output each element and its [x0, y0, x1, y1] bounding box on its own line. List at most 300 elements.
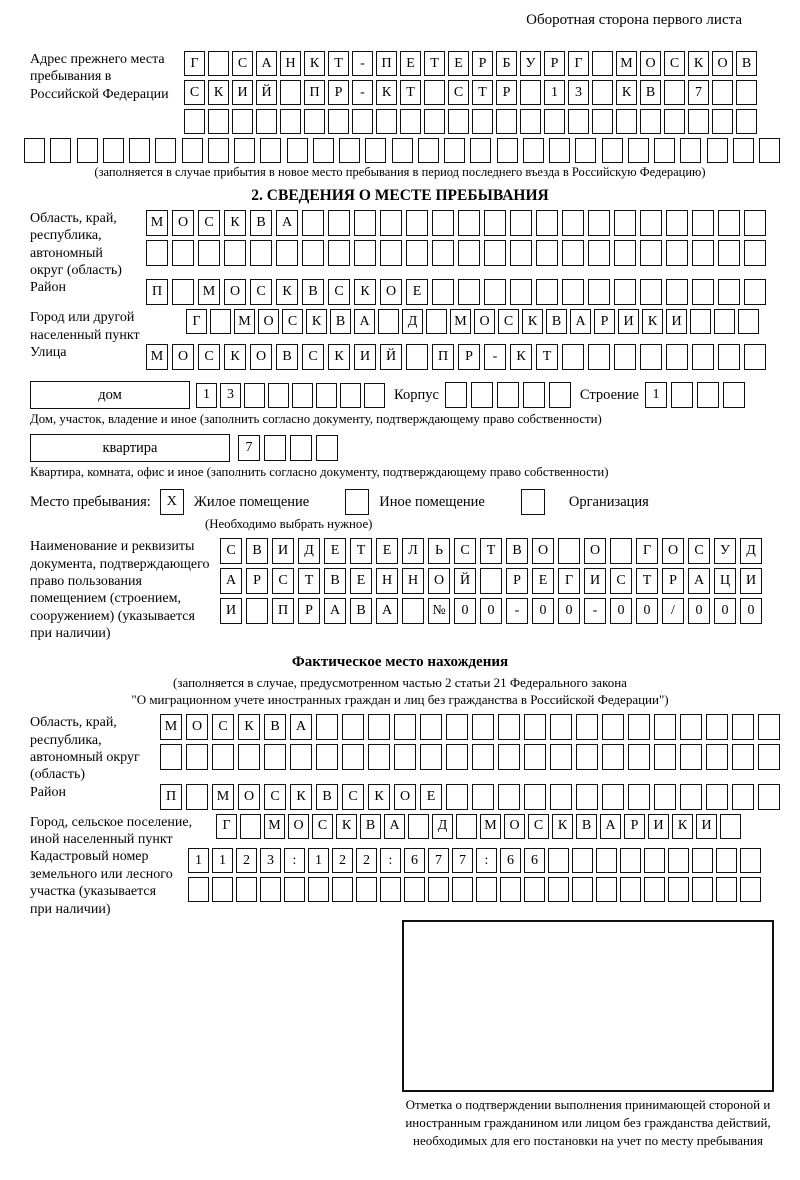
- char-box[interactable]: [744, 210, 766, 236]
- char-box[interactable]: [172, 240, 194, 266]
- char-box[interactable]: К: [376, 80, 397, 105]
- char-box[interactable]: [340, 383, 361, 408]
- char-box[interactable]: [302, 210, 324, 236]
- char-box[interactable]: [484, 279, 506, 305]
- char-box[interactable]: [592, 51, 613, 76]
- char-box[interactable]: П: [160, 784, 182, 810]
- char-box[interactable]: [588, 240, 610, 266]
- char-box[interactable]: [302, 240, 324, 266]
- char-box[interactable]: В: [302, 279, 324, 305]
- char-box[interactable]: А: [384, 814, 405, 839]
- char-box[interactable]: И: [740, 568, 762, 594]
- char-box[interactable]: 0: [714, 598, 736, 624]
- char-box[interactable]: Г: [636, 538, 658, 564]
- char-box[interactable]: [596, 848, 617, 873]
- char-box[interactable]: [446, 784, 468, 810]
- char-box[interactable]: [758, 784, 780, 810]
- char-box[interactable]: [707, 138, 728, 163]
- char-box[interactable]: П: [376, 51, 397, 76]
- char-box[interactable]: С: [610, 568, 632, 594]
- char-box[interactable]: [640, 240, 662, 266]
- char-box[interactable]: [718, 240, 740, 266]
- char-box[interactable]: [432, 210, 454, 236]
- char-box[interactable]: [182, 138, 203, 163]
- char-box[interactable]: [172, 279, 194, 305]
- char-box[interactable]: Д: [432, 814, 453, 839]
- char-box[interactable]: [549, 138, 570, 163]
- char-box[interactable]: [406, 240, 428, 266]
- char-box[interactable]: [714, 309, 735, 334]
- char-box[interactable]: [316, 435, 338, 461]
- char-box[interactable]: [576, 744, 598, 770]
- char-box[interactable]: [620, 877, 641, 902]
- char-box[interactable]: [664, 80, 685, 105]
- char-box[interactable]: С: [272, 568, 294, 594]
- char-box[interactable]: О: [428, 568, 450, 594]
- char-box[interactable]: С: [528, 814, 549, 839]
- char-box[interactable]: Р: [458, 344, 480, 370]
- house-field-box[interactable]: дом: [30, 381, 190, 409]
- char-box[interactable]: [290, 435, 312, 461]
- char-box[interactable]: 0: [688, 598, 710, 624]
- char-box[interactable]: [400, 109, 421, 134]
- char-box[interactable]: О: [224, 279, 246, 305]
- char-box[interactable]: [290, 744, 312, 770]
- char-box[interactable]: С: [688, 538, 710, 564]
- char-box[interactable]: [445, 382, 467, 408]
- char-box[interactable]: -: [484, 344, 506, 370]
- char-box[interactable]: П: [146, 279, 168, 305]
- char-box[interactable]: Е: [324, 538, 346, 564]
- char-box[interactable]: [392, 138, 413, 163]
- char-box[interactable]: [24, 138, 45, 163]
- char-box[interactable]: [424, 109, 445, 134]
- char-box[interactable]: И: [666, 309, 687, 334]
- char-box[interactable]: [356, 877, 377, 902]
- char-box[interactable]: [744, 344, 766, 370]
- char-box[interactable]: Т: [536, 344, 558, 370]
- char-box[interactable]: У: [520, 51, 541, 76]
- char-box[interactable]: [198, 240, 220, 266]
- char-box[interactable]: О: [584, 538, 606, 564]
- char-box[interactable]: [668, 848, 689, 873]
- char-box[interactable]: И: [584, 568, 606, 594]
- char-box[interactable]: [500, 877, 521, 902]
- char-box[interactable]: Т: [480, 538, 502, 564]
- char-box[interactable]: О: [504, 814, 525, 839]
- char-box[interactable]: [666, 344, 688, 370]
- char-box[interactable]: Р: [594, 309, 615, 334]
- char-box[interactable]: С: [264, 784, 286, 810]
- char-box[interactable]: 6: [500, 848, 521, 873]
- char-box[interactable]: 2: [332, 848, 353, 873]
- char-box[interactable]: Т: [328, 51, 349, 76]
- char-box[interactable]: [404, 877, 425, 902]
- char-box[interactable]: [458, 240, 480, 266]
- char-box[interactable]: [212, 744, 234, 770]
- char-box[interactable]: Г: [186, 309, 207, 334]
- char-box[interactable]: [575, 138, 596, 163]
- char-box[interactable]: [426, 309, 447, 334]
- char-box[interactable]: [240, 814, 261, 839]
- char-box[interactable]: [472, 744, 494, 770]
- char-box[interactable]: Р: [298, 598, 320, 624]
- char-box[interactable]: [523, 382, 545, 408]
- char-box[interactable]: :: [380, 848, 401, 873]
- char-box[interactable]: -: [352, 51, 373, 76]
- char-box[interactable]: [614, 279, 636, 305]
- char-box[interactable]: [524, 714, 546, 740]
- char-box[interactable]: С: [198, 344, 220, 370]
- char-box[interactable]: [666, 240, 688, 266]
- char-box[interactable]: В: [350, 598, 372, 624]
- char-box[interactable]: 7: [452, 848, 473, 873]
- char-box[interactable]: А: [324, 598, 346, 624]
- char-box[interactable]: [446, 714, 468, 740]
- char-box[interactable]: К: [354, 279, 376, 305]
- char-box[interactable]: [308, 877, 329, 902]
- char-box[interactable]: [596, 877, 617, 902]
- char-box[interactable]: [644, 877, 665, 902]
- char-box[interactable]: [432, 279, 454, 305]
- char-box[interactable]: [497, 138, 518, 163]
- char-box[interactable]: [236, 877, 257, 902]
- char-box[interactable]: Г: [216, 814, 237, 839]
- char-box[interactable]: К: [290, 784, 312, 810]
- char-box[interactable]: [394, 714, 416, 740]
- char-box[interactable]: Ц: [714, 568, 736, 594]
- char-box[interactable]: [732, 784, 754, 810]
- char-box[interactable]: Е: [376, 538, 398, 564]
- char-box[interactable]: [155, 138, 176, 163]
- char-box[interactable]: [644, 848, 665, 873]
- char-box[interactable]: [723, 382, 745, 408]
- char-box[interactable]: [402, 598, 424, 624]
- char-box[interactable]: С: [282, 309, 303, 334]
- char-box[interactable]: О: [258, 309, 279, 334]
- char-box[interactable]: [420, 714, 442, 740]
- char-box[interactable]: М: [146, 210, 168, 236]
- char-box[interactable]: В: [506, 538, 528, 564]
- char-box[interactable]: [284, 877, 305, 902]
- char-box[interactable]: О: [394, 784, 416, 810]
- char-box[interactable]: И: [696, 814, 717, 839]
- char-box[interactable]: А: [688, 568, 710, 594]
- char-box[interactable]: [736, 80, 757, 105]
- char-box[interactable]: [129, 138, 150, 163]
- char-box[interactable]: [712, 80, 733, 105]
- char-box[interactable]: [342, 744, 364, 770]
- char-box[interactable]: М: [480, 814, 501, 839]
- char-box[interactable]: [368, 714, 390, 740]
- char-box[interactable]: [510, 279, 532, 305]
- char-box[interactable]: [536, 240, 558, 266]
- char-box[interactable]: [280, 109, 301, 134]
- char-box[interactable]: [188, 877, 209, 902]
- char-box[interactable]: [524, 744, 546, 770]
- char-box[interactable]: М: [616, 51, 637, 76]
- char-box[interactable]: [264, 744, 286, 770]
- char-box[interactable]: [380, 210, 402, 236]
- char-box[interactable]: [692, 279, 714, 305]
- char-box[interactable]: С: [498, 309, 519, 334]
- char-box[interactable]: [328, 210, 350, 236]
- char-box[interactable]: [484, 240, 506, 266]
- char-box[interactable]: Т: [350, 538, 372, 564]
- char-box[interactable]: Т: [636, 568, 658, 594]
- char-box[interactable]: [706, 714, 728, 740]
- char-box[interactable]: А: [220, 568, 242, 594]
- char-box[interactable]: :: [284, 848, 305, 873]
- char-box[interactable]: Д: [402, 309, 423, 334]
- char-box[interactable]: [716, 848, 737, 873]
- char-box[interactable]: В: [276, 344, 298, 370]
- char-box[interactable]: [692, 848, 713, 873]
- char-box[interactable]: К: [238, 714, 260, 740]
- char-box[interactable]: Т: [400, 80, 421, 105]
- char-box[interactable]: [692, 210, 714, 236]
- char-box[interactable]: М: [212, 784, 234, 810]
- char-box[interactable]: [692, 344, 714, 370]
- char-box[interactable]: К: [208, 80, 229, 105]
- char-box[interactable]: [50, 138, 71, 163]
- char-box[interactable]: Д: [740, 538, 762, 564]
- char-box[interactable]: Е: [350, 568, 372, 594]
- char-box[interactable]: [744, 240, 766, 266]
- char-box[interactable]: Н: [402, 568, 424, 594]
- char-box[interactable]: [562, 210, 584, 236]
- char-box[interactable]: [208, 138, 229, 163]
- char-box[interactable]: [406, 210, 428, 236]
- char-box[interactable]: Т: [298, 568, 320, 594]
- char-box[interactable]: [544, 109, 565, 134]
- char-box[interactable]: [668, 877, 689, 902]
- char-box[interactable]: [484, 210, 506, 236]
- char-box[interactable]: К: [552, 814, 573, 839]
- char-box[interactable]: О: [186, 714, 208, 740]
- char-box[interactable]: [576, 714, 598, 740]
- char-box[interactable]: [628, 784, 650, 810]
- char-box[interactable]: С: [454, 538, 476, 564]
- char-box[interactable]: К: [224, 344, 246, 370]
- char-box[interactable]: [588, 210, 610, 236]
- char-box[interactable]: [208, 51, 229, 76]
- char-box[interactable]: [671, 382, 693, 408]
- char-box[interactable]: [690, 309, 711, 334]
- char-box[interactable]: В: [576, 814, 597, 839]
- char-box[interactable]: [184, 109, 205, 134]
- char-box[interactable]: А: [600, 814, 621, 839]
- char-box[interactable]: [576, 784, 598, 810]
- char-box[interactable]: [186, 784, 208, 810]
- char-box[interactable]: [666, 210, 688, 236]
- char-box[interactable]: [718, 279, 740, 305]
- char-box[interactable]: [260, 877, 281, 902]
- char-box[interactable]: П: [432, 344, 454, 370]
- char-box[interactable]: 2: [356, 848, 377, 873]
- char-box[interactable]: Р: [246, 568, 268, 594]
- char-box[interactable]: М: [160, 714, 182, 740]
- char-box[interactable]: 1: [308, 848, 329, 873]
- char-box[interactable]: [448, 109, 469, 134]
- char-box[interactable]: Л: [402, 538, 424, 564]
- char-box[interactable]: К: [304, 51, 325, 76]
- char-box[interactable]: [688, 109, 709, 134]
- char-box[interactable]: Е: [406, 279, 428, 305]
- char-box[interactable]: В: [246, 538, 268, 564]
- char-box[interactable]: [592, 80, 613, 105]
- char-box[interactable]: [680, 784, 702, 810]
- char-box[interactable]: О: [238, 784, 260, 810]
- char-box[interactable]: [740, 877, 761, 902]
- char-box[interactable]: М: [234, 309, 255, 334]
- char-box[interactable]: В: [546, 309, 567, 334]
- char-box[interactable]: С: [664, 51, 685, 76]
- char-box[interactable]: [246, 598, 268, 624]
- char-box[interactable]: [378, 309, 399, 334]
- char-box[interactable]: [332, 877, 353, 902]
- char-box[interactable]: [472, 714, 494, 740]
- char-box[interactable]: [476, 877, 497, 902]
- char-box[interactable]: 1: [188, 848, 209, 873]
- char-box[interactable]: [380, 877, 401, 902]
- char-box[interactable]: -: [352, 80, 373, 105]
- char-box[interactable]: [536, 279, 558, 305]
- char-box[interactable]: [549, 382, 571, 408]
- char-box[interactable]: [368, 744, 390, 770]
- char-box[interactable]: [588, 279, 610, 305]
- char-box[interactable]: Р: [544, 51, 565, 76]
- char-box[interactable]: [352, 109, 373, 134]
- char-box[interactable]: 0: [480, 598, 502, 624]
- char-box[interactable]: Е: [400, 51, 421, 76]
- char-box[interactable]: К: [336, 814, 357, 839]
- char-box[interactable]: [470, 138, 491, 163]
- char-box[interactable]: 0: [558, 598, 580, 624]
- char-box[interactable]: И: [648, 814, 669, 839]
- char-box[interactable]: Р: [506, 568, 528, 594]
- char-box[interactable]: С: [212, 714, 234, 740]
- char-box[interactable]: [498, 714, 520, 740]
- char-box[interactable]: Б: [496, 51, 517, 76]
- char-box[interactable]: [759, 138, 780, 163]
- char-box[interactable]: [680, 138, 701, 163]
- char-box[interactable]: 1: [544, 80, 565, 105]
- char-box[interactable]: С: [302, 344, 324, 370]
- char-box[interactable]: [692, 877, 713, 902]
- char-box[interactable]: [536, 210, 558, 236]
- char-box[interactable]: 7: [238, 435, 260, 461]
- char-box[interactable]: 3: [568, 80, 589, 105]
- char-box[interactable]: С: [312, 814, 333, 839]
- char-box[interactable]: [260, 138, 281, 163]
- char-box[interactable]: [408, 814, 429, 839]
- char-box[interactable]: [654, 784, 676, 810]
- char-box[interactable]: [602, 714, 624, 740]
- char-box[interactable]: [232, 109, 253, 134]
- char-box[interactable]: В: [640, 80, 661, 105]
- char-box[interactable]: М: [264, 814, 285, 839]
- char-box[interactable]: С: [198, 210, 220, 236]
- char-box[interactable]: [524, 877, 545, 902]
- char-box[interactable]: М: [198, 279, 220, 305]
- char-box[interactable]: [614, 344, 636, 370]
- char-box[interactable]: [77, 138, 98, 163]
- char-box[interactable]: Й: [380, 344, 402, 370]
- char-box[interactable]: [238, 744, 260, 770]
- char-box[interactable]: Ь: [428, 538, 450, 564]
- char-box[interactable]: 3: [220, 383, 241, 408]
- char-box[interactable]: [568, 109, 589, 134]
- char-box[interactable]: [304, 109, 325, 134]
- char-box[interactable]: С: [448, 80, 469, 105]
- char-box[interactable]: [458, 210, 480, 236]
- char-box[interactable]: [224, 240, 246, 266]
- char-box[interactable]: [292, 383, 313, 408]
- char-box[interactable]: 1: [196, 383, 217, 408]
- char-box[interactable]: С: [250, 279, 272, 305]
- char-box[interactable]: С: [232, 51, 253, 76]
- char-box[interactable]: [740, 848, 761, 873]
- char-box[interactable]: [380, 240, 402, 266]
- char-box[interactable]: [354, 240, 376, 266]
- char-box[interactable]: Г: [184, 51, 205, 76]
- char-box[interactable]: [680, 744, 702, 770]
- char-box[interactable]: [452, 877, 473, 902]
- char-box[interactable]: [614, 210, 636, 236]
- char-box[interactable]: Р: [328, 80, 349, 105]
- char-box[interactable]: О: [250, 344, 272, 370]
- char-box[interactable]: [562, 344, 584, 370]
- char-box[interactable]: [640, 344, 662, 370]
- char-box[interactable]: [498, 744, 520, 770]
- char-box[interactable]: [432, 240, 454, 266]
- char-box[interactable]: Г: [558, 568, 580, 594]
- char-box[interactable]: [602, 138, 623, 163]
- char-box[interactable]: [738, 309, 759, 334]
- char-box[interactable]: [758, 714, 780, 740]
- char-box[interactable]: [264, 435, 286, 461]
- char-box[interactable]: [354, 210, 376, 236]
- char-box[interactable]: 0: [636, 598, 658, 624]
- char-box[interactable]: К: [510, 344, 532, 370]
- char-box[interactable]: [758, 744, 780, 770]
- char-box[interactable]: [654, 138, 675, 163]
- char-box[interactable]: [548, 848, 569, 873]
- char-box[interactable]: В: [316, 784, 338, 810]
- char-box[interactable]: 6: [524, 848, 545, 873]
- char-box[interactable]: А: [354, 309, 375, 334]
- char-box[interactable]: К: [672, 814, 693, 839]
- char-box[interactable]: [732, 714, 754, 740]
- char-box[interactable]: :: [476, 848, 497, 873]
- char-box[interactable]: Г: [568, 51, 589, 76]
- char-box[interactable]: [458, 279, 480, 305]
- char-box[interactable]: №: [428, 598, 450, 624]
- char-box[interactable]: [186, 744, 208, 770]
- char-box[interactable]: И: [354, 344, 376, 370]
- char-box[interactable]: [276, 240, 298, 266]
- char-box[interactable]: 0: [740, 598, 762, 624]
- char-box[interactable]: [628, 714, 650, 740]
- char-box[interactable]: [706, 784, 728, 810]
- char-box[interactable]: [496, 109, 517, 134]
- char-box[interactable]: А: [256, 51, 277, 76]
- char-box[interactable]: 0: [454, 598, 476, 624]
- other-premises-checkbox[interactable]: [345, 489, 369, 515]
- char-box[interactable]: [718, 210, 740, 236]
- char-box[interactable]: /: [662, 598, 684, 624]
